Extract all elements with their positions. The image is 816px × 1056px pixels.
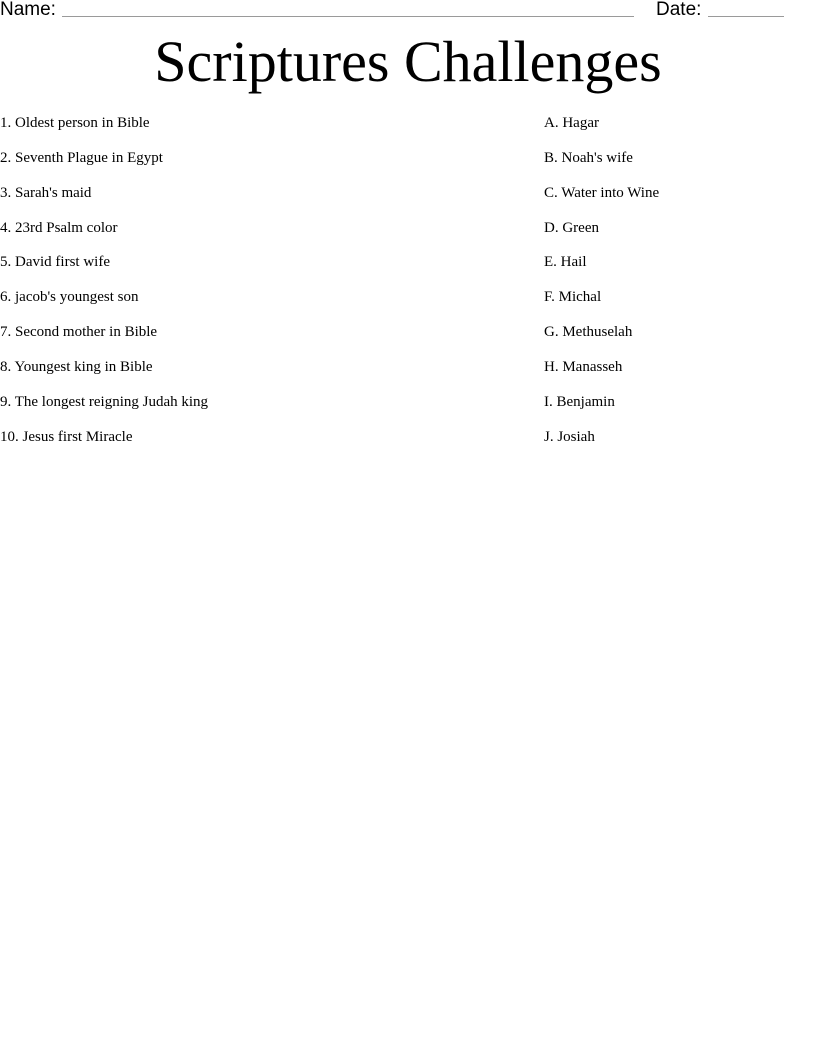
clue-item: 4. 23rd Psalm color [0,219,118,236]
date-label: Date: [656,0,702,20]
name-label: Name: [0,0,56,20]
clue-item: 5. David first wife [0,254,110,271]
clue-item: 3. Sarah's maid [0,184,92,201]
answer-list [544,113,804,461]
answer-item: E. Hail [544,254,587,271]
answer-item: A. Hagar [544,115,599,131]
clue-item: 2. Seventh Plague in Egypt [0,149,163,166]
answer-item: B. Noah's wife [544,149,633,166]
date-field[interactable] [708,16,784,17]
answer-item: F. Michal [544,289,602,306]
answer-item: J. Josiah [544,428,595,445]
page-title: Scriptures Challenges [154,29,662,94]
answer-item: I. Benjamin [544,393,615,410]
answer-item: H. Manasseh [544,358,623,375]
clue-item: 1. Oldest person in Bible [0,115,150,131]
clue-item: 8. Youngest king in Bible [0,358,153,375]
answer-item: C. Water into Wine [544,184,660,201]
answer-item: G. Methuselah [544,324,633,341]
name-field[interactable] [62,16,634,17]
clue-item: 10. Jesus first Miracle [0,428,133,445]
clue-item: 9. The longest reigning Judah king [0,393,209,410]
clue-list [0,113,500,461]
header-row [0,0,816,24]
clue-item: 6. jacob's youngest son [0,289,139,306]
clue-item: 7. Second mother in Bible [0,324,158,341]
answer-item: D. Green [544,219,599,236]
